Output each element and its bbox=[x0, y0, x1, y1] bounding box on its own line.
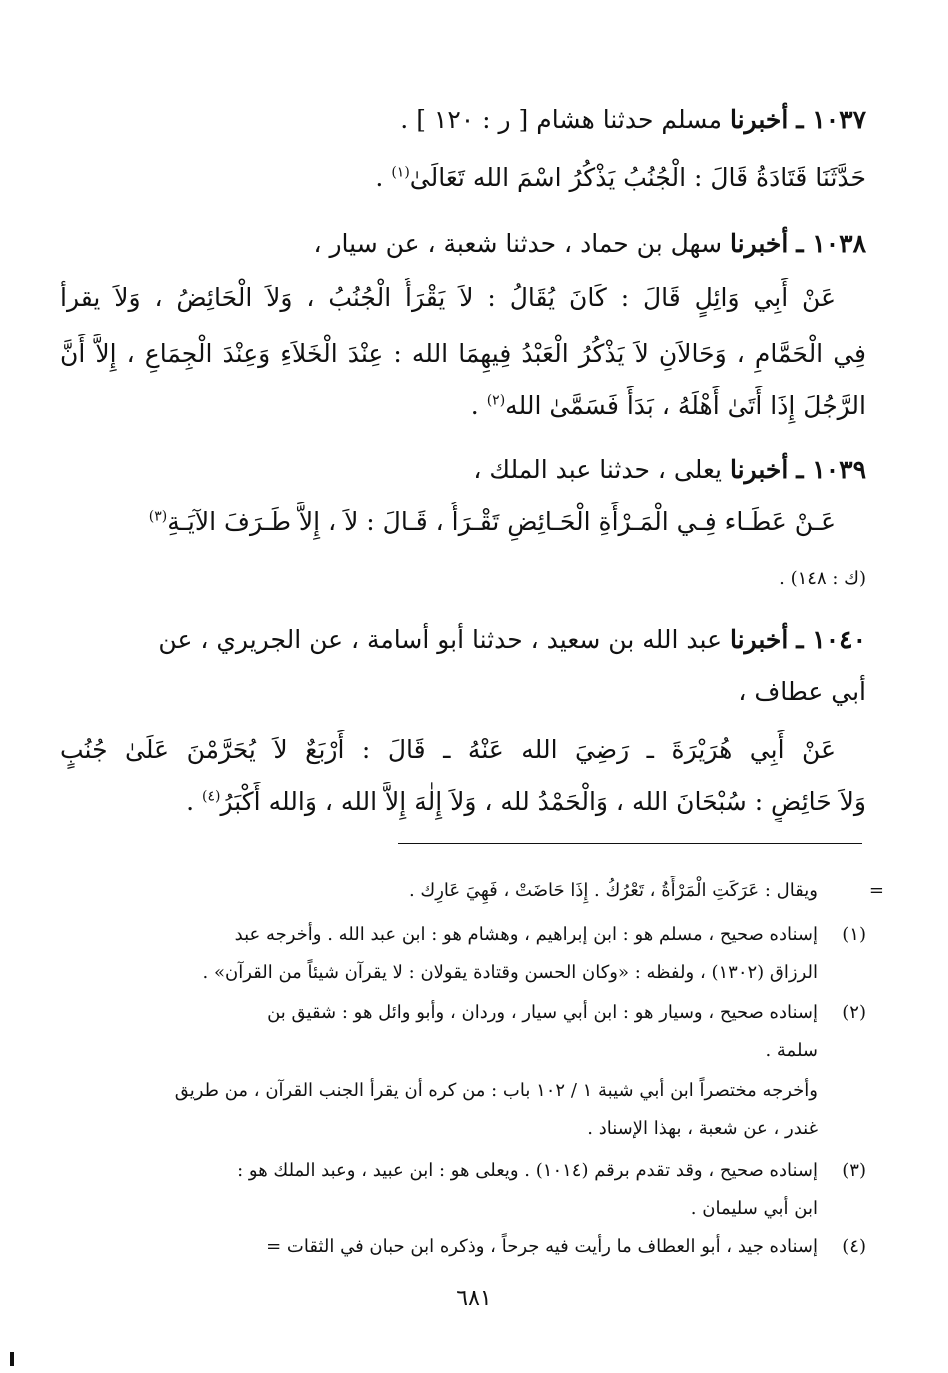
footnote-ref: (٢) bbox=[486, 392, 506, 409]
footnote-line: إسناده صحيح ، وسيار هو : ابن أبي سيار ، وردان ، وأبو وائل هو : شقيق بن bbox=[267, 1002, 818, 1023]
footnote-line: إسناده صحيح ، مسلم هو : ابن إبراهيم ، وهشام هو : ابن عبد الله . وأخرجه عبد bbox=[234, 924, 818, 945]
footnote-continuation: ويقال : عَرَكَتِ الْمَرْأَةُ ، تَعْرُكُ . إِذَا حَاضَتْ ، فَهِيَ عَارِك . bbox=[408, 880, 818, 901]
isnad-lead: أخبرنا bbox=[729, 229, 789, 258]
hadith-1040-text-line1: عَنْ أَبِي هُرَيْرَةَ ـ رَضِيَ الله عَنْهُ ـ قَالَ : أَرْبَعٌ لاَ يُحَرَّمْنَ عَلَىٰ جُنُبٍ bbox=[60, 735, 836, 764]
isnad-text: سهل بن حماد ، حدثنا شعبة ، عن سيار ، bbox=[313, 229, 723, 258]
hadith-1040-isnad-line2: أبي عطاف ، bbox=[738, 677, 866, 706]
hadith-1039-isnad bbox=[60, 450, 866, 490]
footnote-line: سلمة . bbox=[765, 1040, 818, 1061]
isnad-lead: أخبرنا bbox=[729, 105, 789, 134]
footnote-line: غندر ، عن شعبة ، بهذا الإسناد . bbox=[587, 1118, 818, 1139]
hadith-text: وَلاَ حَائِضٍ : سُبْحَانَ الله ، وَالْحَمْدُ لله ، وَلاَ إِلٰهَ إِلاَّ الله ، وَالله أَكْبَرُ bbox=[220, 787, 866, 816]
continuation-marker: = bbox=[868, 880, 884, 901]
punctuation: . bbox=[375, 163, 392, 192]
hadith-1037-text bbox=[60, 158, 866, 198]
hadith-number: ١٠٤٠ ـ bbox=[796, 625, 866, 654]
footnote-ref: (٤) bbox=[201, 788, 221, 805]
isnad-lead: أخبرنا bbox=[729, 455, 789, 484]
hadith-1038-text-line3 bbox=[60, 386, 866, 426]
hadith-text: عَـنْ عَطَـاء فِـي الْمَـرْأَةِ الْحَـائِضِ تَقْـرَأُ ، قَـالَ : لاَ ، إِلاَّ طَـرَفَ الآيَـةِ bbox=[167, 507, 836, 536]
hadith-number: ١٠٣٨ ـ bbox=[796, 229, 866, 258]
footnote-line: ابن أبي سليمان . bbox=[690, 1198, 818, 1219]
hadith-1040-text-line2 bbox=[60, 782, 866, 822]
footnote-divider bbox=[398, 843, 862, 844]
footnote-number: (٢) bbox=[842, 1002, 866, 1023]
footnote-line: إسناده جيد ، أبو العطاف ما رأيت فيه جرحاً ، وذكره ابن حبان في الثقات = bbox=[266, 1236, 818, 1257]
scan-edge-mark bbox=[10, 1352, 14, 1366]
footnote-ref: (١) bbox=[391, 164, 410, 181]
punctuation: . bbox=[470, 391, 487, 420]
footnote-line: وأخرجه مختصراً ابن أبي شيبة ١ / ١٠٢ باب : من كره أن يقرأ الجنب القرآن ، من طريق bbox=[174, 1080, 818, 1101]
hadith-number: ١٠٣٩ ـ bbox=[796, 455, 866, 484]
hadith-1038-isnad bbox=[60, 224, 866, 264]
hadith-1040-isnad bbox=[60, 620, 866, 660]
hadith-number: ١٠٣٧ ـ bbox=[796, 105, 866, 134]
hadith-text: الرَّجُلَ إِذَا أَتَىٰ أَهْلَهُ ، بَدَأَ فَسَمَّىٰ الله bbox=[505, 391, 866, 420]
hadith-1037-isnad bbox=[60, 100, 866, 140]
footnote-number: (٤) bbox=[842, 1236, 866, 1257]
isnad-text: يعلى ، حدثنا عبد الملك ، bbox=[473, 455, 723, 484]
footnote-number: (٣) bbox=[842, 1160, 866, 1181]
footnote-number: (١) bbox=[842, 924, 866, 945]
hadith-1038-text-line2: فِي الْحَمَّامِ ، وَحَالاَنِ لاَ يَذْكُرُ الْعَبْدُ فِيهِمَا الله : عِنْدَ الْخَلاَءِ وَعِنْدَ الْجِمَاعِ ، إِلاَّ أَنَّ bbox=[60, 339, 866, 368]
footnote-line: الرزاق (١٣٠٢) ، ولفظه : «وكان الحسن وقتادة يقولان : لا يقرآن شيئاً من القرآن» . bbox=[202, 962, 818, 983]
cross-reference: (ك : ١٤٨) . bbox=[779, 568, 866, 589]
isnad-lead: أخبرنا bbox=[729, 625, 789, 654]
punctuation: . bbox=[186, 787, 202, 816]
isnad-text: عبد الله بن سعيد ، حدثنا أبو أسامة ، عن الجريري ، عن bbox=[158, 625, 723, 654]
hadith-text: حَدَّثَنَا قَتَادَةُ قَالَ : الْجُنُبُ يَذْكُرُ اسْمَ الله تَعَالَىٰ bbox=[409, 163, 866, 192]
footnote-ref: (٣) bbox=[148, 508, 168, 525]
page-number: ٦٨١ bbox=[456, 1286, 492, 1311]
hadith-1038-text-line1: عَنْ أَبِي وَائِلٍ قَالَ : كَانَ يُقَالُ : لاَ يَقْرَأُ الْجُنُبُ ، وَلاَ الْحَائِضُ ، وَلاَ يقرأ bbox=[60, 283, 836, 312]
hadith-1039-text bbox=[60, 502, 836, 542]
isnad-text: مسلم حدثنا هشام [ ر : ١٢٠ ] . bbox=[400, 105, 723, 134]
footnote-line: إسناده صحيح ، وقد تقدم برقم (١٠١٤) . ويعلى هو : ابن عبيد ، وعبد الملك هو : bbox=[237, 1160, 818, 1181]
